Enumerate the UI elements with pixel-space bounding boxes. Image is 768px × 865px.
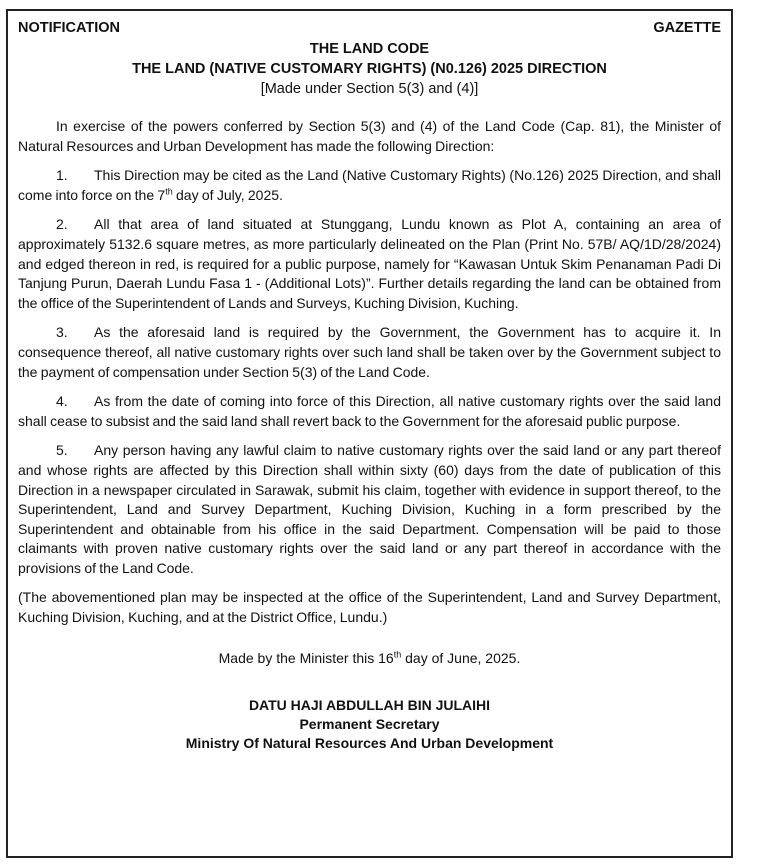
gazette-label: GAZETTE: [653, 20, 721, 36]
paragraph-3: [18, 323, 721, 382]
paragraph-text: day of July, 2025.: [172, 186, 283, 203]
title-block: [18, 39, 721, 99]
made-under-note: [Made under Section 5(3) and (4)]: [260, 81, 479, 97]
paragraph-text: All that area of land situated at Stunggang, Lundu known as Plot A, containing an area of approximately 5132.6 square metres, as more particularly delineated on the Plan (Print No. 57B/ AQ/1D/28/2024) and edged thereon in red, is required for a public purpose, namely for “Kawasan Untuk Skim Penanaman Padi Di Tanjung Purun, Daerah Lundu Fasa 1 - (Additional Lots)”. Further details regarding the land can be obtained from the office of the Superintendent of Lands and Surveys, Kuching Division, Kuching.: [18, 216, 721, 311]
made-by-line: [18, 648, 721, 668]
act-title: THE LAND CODE: [309, 41, 430, 57]
ordinal-suffix: th: [393, 649, 402, 659]
paragraph-text: This Direction may be cited as the Land (Native Customary Rights) (No.126) 2025 Direction, and shall come into force on the 7: [18, 167, 721, 203]
signatory-name: DATU HAJI ABDULLAH BIN JULAIHI: [248, 696, 491, 713]
made-by-text: day of June, 2025.: [401, 649, 521, 666]
paragraph-1: [18, 166, 721, 205]
gazette-notice: [6, 9, 733, 858]
paragraph-number: 5.: [56, 442, 68, 459]
paragraph-number: 4.: [56, 393, 68, 410]
paragraph-number: 1.: [56, 167, 68, 184]
paragraph-number: 2.: [56, 216, 68, 233]
ordinal-suffix: th: [165, 186, 173, 197]
notice-body: [18, 117, 721, 628]
signatory-position: Permanent Secretary: [299, 715, 440, 732]
paragraph-text: Any person having any lawful claim to native customary rights over the said land or any part thereof and whose rights are affected by this Direction shall within sixty (60) days from the date of publication of this Direction in a newspaper circulated in Sarawak, submit his claim, together with evidence in support thereof, to the Superintendent, Land and Survey Department, Kuching Division, Kuching in a form prescribed by the Superintendent and obtainable from his office in the said Department. Compensation will be paid to those claimants with proven native customary rights over the said land or any part thereof in accordance with the provisions of the Land Code.: [18, 442, 721, 576]
intro-paragraph: In exercise of the powers conferred by Section 5(3) and (4) of the Land Code (Cap. 81), the Minister of Natural Resources and Urban Development has made the following Direction:: [18, 118, 721, 154]
paragraph-text: As the aforesaid land is required by the Government, the Government has to acquire it. In consequence thereof, all native customary rights over such land shall be taken over by the Government subject to the payment of compensation under Section 5(3) of the Land Code.: [18, 324, 721, 380]
paragraph-5: [18, 441, 721, 578]
notice-header: [18, 19, 721, 37]
paragraph-2: [18, 215, 721, 313]
paragraph-text: As from the date of coming into force of this Direction, all native customary rights over the said land shall cease to subsist and the said land shall revert back to the Government for the aforesaid public purpose.: [18, 393, 721, 429]
plan-inspection-note: (The abovementioned plan may be inspected at the office of the Superintendent, Land and Survey Department, Kuching Division, Kuching, and at the District Office, Lundu.): [18, 589, 721, 626]
signature-block: [18, 696, 721, 753]
direction-title: THE LAND (NATIVE CUSTOMARY RIGHTS) (N0.126) 2025 DIRECTION: [132, 61, 607, 77]
notification-label: NOTIFICATION: [18, 20, 121, 36]
signatory-ministry: Ministry Of Natural Resources And Urban Development: [185, 734, 554, 751]
paragraph-4: [18, 392, 721, 431]
paragraph-number: 3.: [56, 324, 68, 341]
made-by-text: Made by the Minister this 16: [218, 649, 394, 666]
